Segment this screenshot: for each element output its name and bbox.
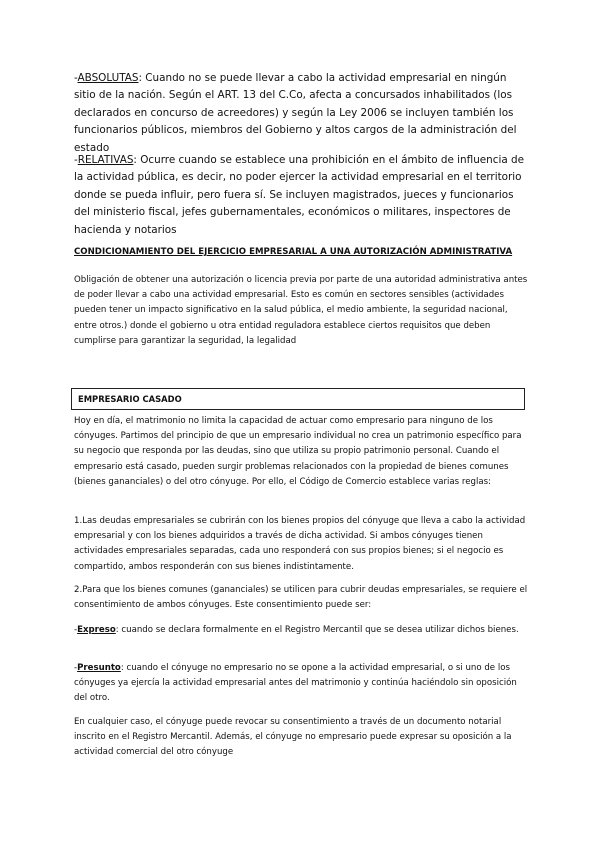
expreso-text: : cuando se declara formalmente en el Registro Mercantil que se desea utilizar dichos bienes. — [115, 625, 519, 635]
rule-1-paragraph: 1.Las deudas empresariales se cubrirán con los bienes propios del cónyuge que lleva a cabo la actividad empresarial y con los bienes adquiridos a través de dicha actividad. Si ambos cónyuges tienen actividades empresariales separadas, cada uno responderá con sus propios bienes; si el negocio es compartido, ambos responderán con sus bienes indistintamente. — [74, 516, 526, 572]
absolutas-text: : Cuando no se puede llevar a cabo la actividad empresarial en ningún sitio de la nación. Según el ART. 13 del C.Co, afecta a concursados inhabilitados (los declarados en concurso de acreedores) y según la Ley 2006 se incluyen también los funcionarios públicos, miembros del Gobierno y altos cargos de la administración del estado — [74, 72, 517, 154]
rule-2-paragraph: 2.Para que los bienes comunes (gananciales) se utilicen para cubrir deudas empresariales, se requiere el consentimiento de ambos cónyuges. Este consentimiento puede ser: — [74, 585, 528, 611]
presunto-dash: - — [74, 663, 78, 673]
expreso-dash: - — [74, 625, 78, 635]
presunto-text: : cuando el cónyuge no empresario no se opone a la actividad empresarial, o si uno de los cónyuges ya ejercía la actividad empresarial antes del matrimonio y continúa haciéndolo sin oposición del otro. — [74, 663, 517, 704]
expreso-paragraph — [74, 623, 530, 638]
relativas-dash: - — [74, 154, 78, 166]
relativas-text: : Ocurre cuando se establece una prohibición en el ámbito de influencia de la actividad pública, es decir, no poder ejercer la actividad empresarial en el territorio donde se pueda influir, pero fuera sí. Se incluyen magistrados, jueces y funcionarios del ministerio fiscal, jefes gubernamentales, económicos o militares, inspectores de hacienda y notarios — [74, 154, 525, 236]
absolutas-dash: - — [74, 72, 78, 84]
relativas-paragraph — [74, 152, 530, 239]
condicionamiento-paragraph: Obligación de obtener una autorización o licencia previa por parte de una autoridad administrativa antes de poder llevar a cabo una actividad empresarial. Esto es común en sectores sensibles (actividades pueden tener un impacto significativo en la salud pública, el medio ambiente, la seguridad nacional, entre otros.) donde el gobierno u otra entidad reguladora establece ciertos requisitos que deben cumplirse para garantizar la seguridad, la legalidad — [74, 275, 528, 346]
absolutas-paragraph — [74, 70, 530, 157]
casado-intro-paragraph: Hoy en día, el matrimonio no limita la capacidad de actuar como empresario para ninguno de los cónyuges. Partimos del principio de que un empresario individual no crea un patrimonio específico para su negocio que responda por las deudas, sino que utiliza su propio patrimonio personal. Cuando el empresario está casado, pueden surgir problemas relacionados con la propiedad de bienes comunes (bienes gananciales) o del otro cónyuge. Por ello, el Código de Comercio establece varias reglas: — [74, 416, 522, 487]
presunto-label: Presunto — [77, 663, 121, 673]
empresario-casado-heading-box — [71, 388, 525, 410]
absolutas-label: ABSOLUTAS — [77, 72, 139, 84]
presunto-paragraph — [74, 661, 530, 707]
closing-paragraph: En cualquier caso, el cónyuge puede revocar su consentimiento a través de un documento notarial inscrito en el Registro Mercantil. Además, el cónyuge no empresario puede expresar su oposición a la actividad comercial del otro cónyuge — [74, 717, 512, 758]
relativas-label: RELATIVAS — [77, 154, 134, 166]
empresario-casado-heading: EMPRESARIO CASADO — [78, 394, 182, 404]
expreso-label: Expreso — [77, 625, 116, 635]
condicionamiento-heading: CONDICIONAMIENTO DEL EJERCICIO EMPRESARIAL A UNA AUTORIZACIÓN ADMINISTRATIVA — [74, 247, 513, 257]
